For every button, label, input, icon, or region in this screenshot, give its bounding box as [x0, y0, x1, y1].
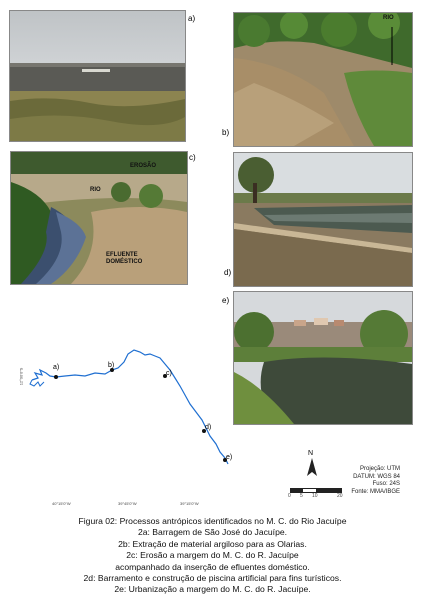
caption-line-2: 2a: Barragem de São José do Jacuípe. — [137, 527, 288, 538]
photo-a-label: a) — [188, 14, 196, 23]
legend-datum: DATUM: WGS 84 — [353, 473, 400, 480]
map-point-a — [54, 375, 58, 379]
photo-d-artificial-pool — [233, 152, 413, 287]
caption-line-4: 2c: Erosão a margem do M. C. do R. Jacuípe — [126, 550, 299, 561]
scale-5: 5 — [300, 493, 303, 499]
photo-c-label: c) — [189, 153, 196, 162]
photo-c-effluent-annotation: EFLUENTE DOMÉSTICO — [106, 252, 143, 265]
photo-b-label: b) — [222, 128, 230, 137]
photo-d-label: d) — [224, 268, 232, 277]
coord-lon-2: 39°45'0"W — [118, 501, 137, 506]
map-legend — [342, 466, 400, 496]
legend-source: Fonte: MMA/IBGE — [351, 488, 400, 495]
photo-a-image — [10, 11, 185, 141]
river-path — [20, 340, 260, 480]
photo-c-erosion-annotation: EROSÃO — [130, 163, 157, 169]
photo-a-dam — [9, 10, 186, 142]
map-label-e: e) — [226, 454, 233, 461]
caption-line-5: acompanhado da inserção de efluentes doméstico. — [115, 561, 310, 572]
photo-c-river-annotation: RIO — [90, 187, 101, 193]
scale-10: 10 — [312, 493, 318, 499]
map-label-d: d) — [205, 424, 212, 431]
coord-lon-1: 40°15'0"W — [52, 501, 71, 506]
map-label-b: b) — [108, 362, 115, 369]
river-map — [20, 340, 425, 510]
photo-b-image — [234, 13, 412, 146]
map-label-c: c) — [166, 370, 172, 377]
photo-d-image — [234, 153, 412, 286]
photo-c-erosion — [10, 151, 188, 285]
caption-line-3: 2b: Extração de material argiloso para as Olarias. — [118, 538, 307, 549]
figure-caption — [0, 516, 425, 596]
map-label-a: a) — [53, 364, 60, 371]
legend-projection: Projeção: UTM — [359, 466, 400, 472]
legend-zone: Fuso: 24S — [372, 481, 400, 487]
photo-b-river-annotation: RIO — [383, 15, 394, 21]
north-label: N — [308, 450, 314, 457]
coord-lon-3: 39°15'0"W — [180, 501, 199, 506]
caption-line-1: Figura 02: Processos antrópicos identificados no M. C. do Rio Jacuípe — [78, 516, 347, 526]
photo-b-clay-extraction — [233, 12, 413, 147]
photo-e-label: e) — [222, 296, 230, 305]
caption-line-7: 2e: Urbanização a margem do M. C. do R. Jacuípe. — [114, 584, 311, 595]
north-arrow-icon — [305, 458, 319, 478]
scale-20: 20 — [337, 493, 343, 499]
caption-line-6: 2d: Barramento e construção de piscina artificial para fins turísticos. — [83, 573, 342, 584]
photo-c-image — [11, 152, 187, 284]
scale-0: 0 — [288, 493, 291, 499]
coord-lat: 12°00'0"S — [18, 367, 24, 386]
